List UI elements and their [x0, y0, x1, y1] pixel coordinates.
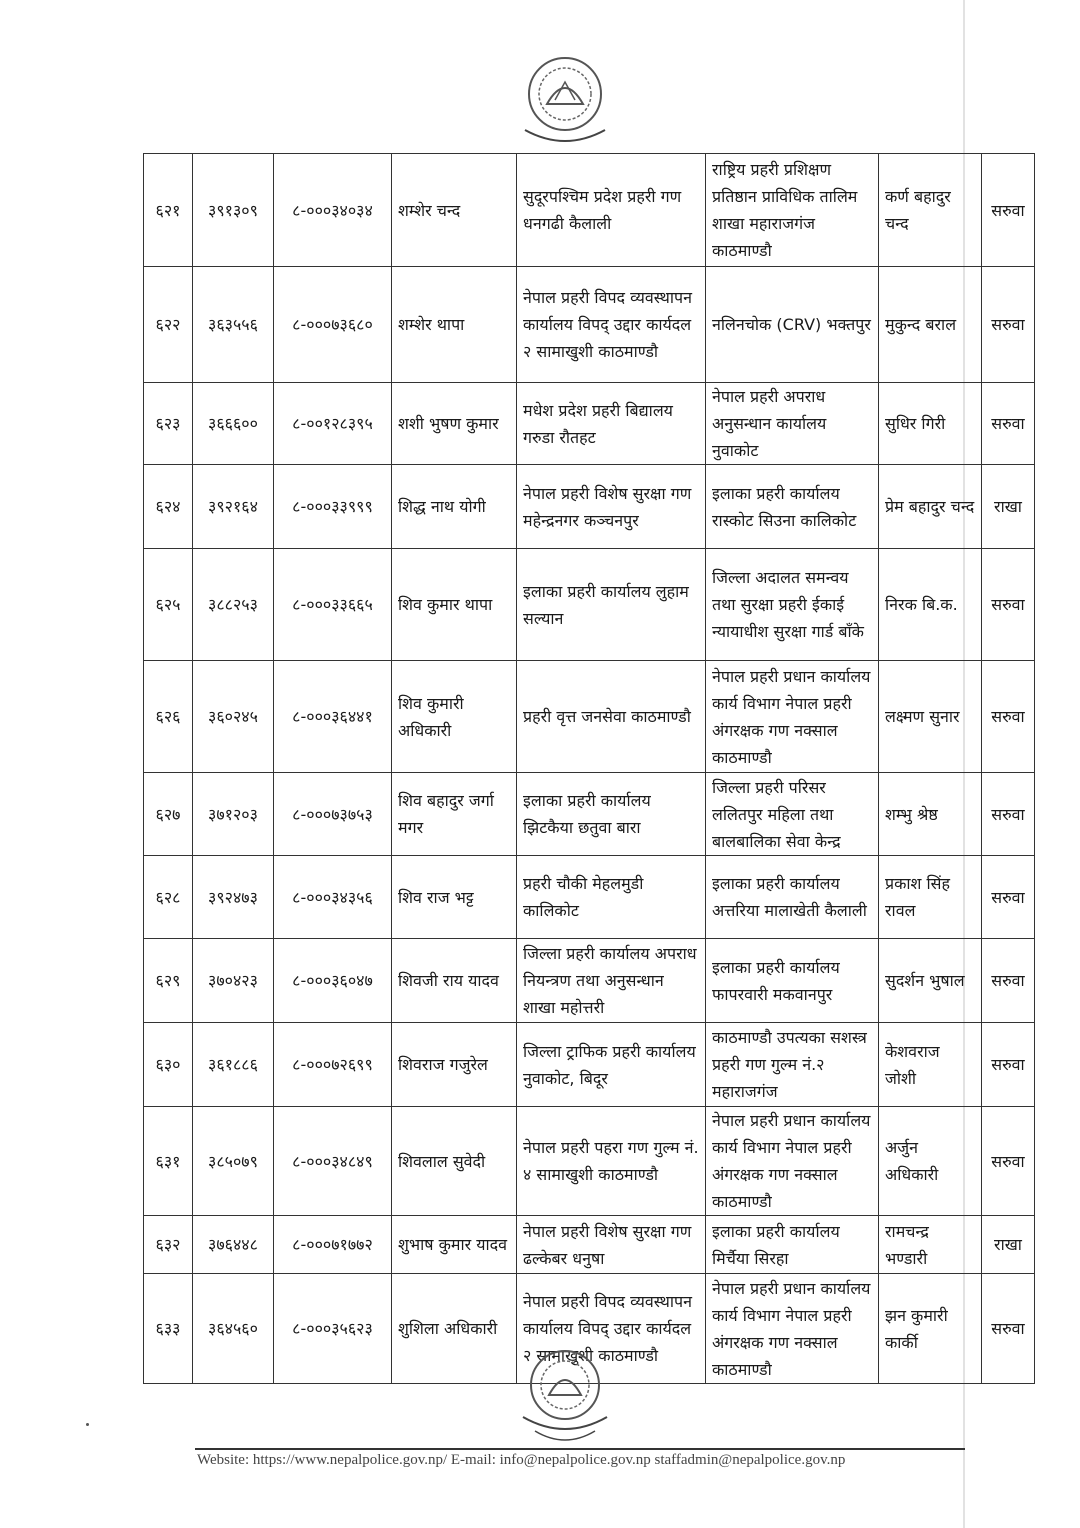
seal-bottom-icon	[505, 1345, 625, 1455]
employee-name-cell: शुशिला अधिकारी	[392, 1274, 517, 1384]
new-office-cell: राष्ट्रिय प्रहरी प्रशिक्षण प्रतिष्ठान प्राविधिक तालिम शाखा महाराजगंज काठमाण्डौ	[706, 154, 879, 267]
status-cell: सरुवा	[982, 939, 1035, 1023]
status-cell: सरुवा	[982, 856, 1035, 939]
serial-number-cell: ६२२	[144, 267, 193, 383]
current-office-cell: नेपाल प्रहरी विशेष सुरक्षा गण ढल्केबर धनुषा	[517, 1216, 706, 1274]
id-number-cell: ३८८२५३	[193, 549, 274, 661]
serial-number-cell: ६२७	[144, 773, 193, 856]
official-seal-bottom	[505, 1345, 625, 1455]
serial-number-cell: ६२१	[144, 154, 193, 267]
current-office-cell: नेपाल प्रहरी विशेष सुरक्षा गण महेन्द्रनगर कञ्चनपुर	[517, 465, 706, 549]
replacement-name-cell: शम्भु श्रेष्ठ	[879, 773, 982, 856]
table-row	[144, 773, 1035, 856]
footer-divider	[195, 1448, 965, 1450]
new-office-cell: नेपाल प्रहरी प्रधान कार्यालय कार्य विभाग नेपाल प्रहरी अंगरक्षक गण नक्साल काठमाण्डौ	[706, 661, 879, 773]
serial-number-cell: ६२४	[144, 465, 193, 549]
status-cell: राखा	[982, 1216, 1035, 1274]
employee-name-cell: शिवजी राय यादव	[392, 939, 517, 1023]
id-number-cell: ३९२१६४	[193, 465, 274, 549]
code-cell: ८-०००७३६८०	[274, 267, 392, 383]
id-number-cell: ३९१३०९	[193, 154, 274, 267]
code-cell: ८-०००७१७७२	[274, 1216, 392, 1274]
employee-name-cell: शिव बहादुर जर्गा मगर	[392, 773, 517, 856]
new-office-cell: नेपाल प्रहरी प्रधान कार्यालय कार्य विभाग नेपाल प्रहरी अंगरक्षक गण नक्साल काठमाण्डौ	[706, 1274, 879, 1384]
table-row	[144, 154, 1035, 267]
status-cell: सरुवा	[982, 1274, 1035, 1384]
current-office-cell: नेपाल प्रहरी विपद व्यवस्थापन कार्यालय विपद् उद्दार कार्यदल २ सामाखुशी काठमाण्डौ	[517, 267, 706, 383]
status-cell: सरुवा	[982, 383, 1035, 465]
current-office-cell: इलाका प्रहरी कार्यालय लुहाम सल्यान	[517, 549, 706, 661]
status-cell: सरुवा	[982, 154, 1035, 267]
id-number-cell: ३६३५५६	[193, 267, 274, 383]
table-row	[144, 661, 1035, 773]
new-office-cell: काठमाण्डौ उपत्यका सशस्त्र प्रहरी गण गुल्म नं.२ महाराजगंज	[706, 1023, 879, 1107]
code-cell: ८-००१२८३९५	[274, 383, 392, 465]
status-cell: सरुवा	[982, 1107, 1035, 1216]
status-cell: सरुवा	[982, 549, 1035, 661]
employee-name-cell: शिवराज गजुरेल	[392, 1023, 517, 1107]
id-number-cell: ३७०४२३	[193, 939, 274, 1023]
serial-number-cell: ६३१	[144, 1107, 193, 1216]
table-row	[144, 383, 1035, 465]
serial-number-cell: ६३३	[144, 1274, 193, 1384]
new-office-cell: नेपाल प्रहरी प्रधान कार्यालय कार्य विभाग नेपाल प्रहरी अंगरक्षक गण नक्साल काठमाण्डौ	[706, 1107, 879, 1216]
new-office-cell: इलाका प्रहरी कार्यालय अत्तरिया मालाखेती कैलाली	[706, 856, 879, 939]
status-cell: सरुवा	[982, 773, 1035, 856]
current-office-cell: नेपाल प्रहरी विपद व्यवस्थापन कार्यालय विपद् उद्दार कार्यदल २ सामाखुशी काठमाण्डौ	[517, 1274, 706, 1384]
current-office-cell: नेपाल प्रहरी पहरा गण गुल्म नं. ४ सामाखुशी काठमाण्डौ	[517, 1107, 706, 1216]
id-number-cell: ३७१२०३	[193, 773, 274, 856]
code-cell: ८-०००३३६६५	[274, 549, 392, 661]
current-office-cell: इलाका प्रहरी कार्यालय झिटकैया छतुवा बारा	[517, 773, 706, 856]
new-office-cell: नलिनचोक (CRV) भक्तपुर	[706, 267, 879, 383]
employee-name-cell: शुभाष कुमार यादव	[392, 1216, 517, 1274]
code-cell: ८-०००३५६२३	[274, 1274, 392, 1384]
replacement-name-cell: निरक बि.क.	[879, 549, 982, 661]
current-office-cell: प्रहरी वृत्त जनसेवा काठमाण्डौ	[517, 661, 706, 773]
id-number-cell: ३६६६००	[193, 383, 274, 465]
status-cell: सरुवा	[982, 661, 1035, 773]
replacement-name-cell: मुकुन्द बराल	[879, 267, 982, 383]
employee-name-cell: शशी भुषण कुमार	[392, 383, 517, 465]
status-cell: सरुवा	[982, 267, 1035, 383]
serial-number-cell: ६२६	[144, 661, 193, 773]
seal-top-icon	[505, 52, 625, 152]
replacement-name-cell: प्रकाश सिंह रावल	[879, 856, 982, 939]
replacement-name-cell: लक्ष्मण सुनार	[879, 661, 982, 773]
footer-contact: Website: https://www.nepalpolice.gov.np/ E-mail: info@nepalpolice.gov.np staffadmin@nepalpolice.gov.np	[197, 1452, 846, 1468]
table-row	[144, 267, 1035, 383]
serial-number-cell: ६२३	[144, 383, 193, 465]
employee-name-cell: शिव राज भट्ट	[392, 856, 517, 939]
new-office-cell: नेपाल प्रहरी अपराध अनुसन्धान कार्यालय नुवाकोट	[706, 383, 879, 465]
replacement-name-cell: रामचन्द्र भण्डारी	[879, 1216, 982, 1274]
employee-name-cell: शिवलाल सुवेदी	[392, 1107, 517, 1216]
table-row	[144, 939, 1035, 1023]
employee-name-cell: शम्शेर चन्द	[392, 154, 517, 267]
code-cell: ८-०००३४३५६	[274, 856, 392, 939]
table-row	[144, 856, 1035, 939]
employee-name-cell: शिद्ध नाथ योगी	[392, 465, 517, 549]
id-number-cell: ३६४५६०	[193, 1274, 274, 1384]
new-office-cell: इलाका प्रहरी कार्यालय फापरवारी मकवानपुर	[706, 939, 879, 1023]
current-office-cell: सुदूरपश्चिम प्रदेश प्रहरी गण धनगढी कैलाली	[517, 154, 706, 267]
replacement-name-cell: प्रेम बहादुर चन्द	[879, 465, 982, 549]
replacement-name-cell: केशवराज जोशी	[879, 1023, 982, 1107]
current-office-cell: प्रहरी चौकी मेहलमुडी कालिकोट	[517, 856, 706, 939]
code-cell: ८-०००७३७५३	[274, 773, 392, 856]
table-row	[144, 1023, 1035, 1107]
table-row	[144, 1107, 1035, 1216]
table-row	[144, 549, 1035, 661]
serial-number-cell: ६२९	[144, 939, 193, 1023]
serial-number-cell: ६२५	[144, 549, 193, 661]
replacement-name-cell: अर्जुन अधिकारी	[879, 1107, 982, 1216]
serial-number-cell: ६२८	[144, 856, 193, 939]
id-number-cell: ३९२४७३	[193, 856, 274, 939]
code-cell: ८-०००३४०३४	[274, 154, 392, 267]
code-cell: ८-०००३६४४१	[274, 661, 392, 773]
status-cell: राखा	[982, 465, 1035, 549]
status-cell: सरुवा	[982, 1023, 1035, 1107]
table-row	[144, 465, 1035, 549]
replacement-name-cell: झन कुमारी कार्की	[879, 1274, 982, 1384]
id-number-cell: ३७६४४८	[193, 1216, 274, 1274]
id-number-cell: ३६१८८६	[193, 1023, 274, 1107]
official-seal-top	[505, 52, 625, 152]
serial-number-cell: ६३२	[144, 1216, 193, 1274]
code-cell: ८-०००३६०४७	[274, 939, 392, 1023]
id-number-cell: ३६०२४५	[193, 661, 274, 773]
transfer-records-table	[143, 153, 1035, 1384]
replacement-name-cell: कर्ण बहादुर चन्द	[879, 154, 982, 267]
code-cell: ८-०००७२६९९	[274, 1023, 392, 1107]
stray-mark	[86, 1423, 89, 1426]
employee-name-cell: शिव कुमारी अधिकारी	[392, 661, 517, 773]
employee-name-cell: शम्शेर थापा	[392, 267, 517, 383]
current-office-cell: जिल्ला प्रहरी कार्यालय अपराध नियन्त्रण तथा अनुसन्धान शाखा महोत्तरी	[517, 939, 706, 1023]
employee-name-cell: शिव कुमार थापा	[392, 549, 517, 661]
replacement-name-cell: सुदर्शन भुषाल	[879, 939, 982, 1023]
replacement-name-cell: सुधिर गिरी	[879, 383, 982, 465]
code-cell: ८-०००३४८४९	[274, 1107, 392, 1216]
id-number-cell: ३८५०७९	[193, 1107, 274, 1216]
table-row	[144, 1216, 1035, 1274]
new-office-cell: जिल्ला अदालत समन्वय तथा सुरक्षा प्रहरी ईकाई न्यायाधीश सुरक्षा गार्ड बाँके	[706, 549, 879, 661]
code-cell: ८-०००३३९९९	[274, 465, 392, 549]
new-office-cell: इलाका प्रहरी कार्यालय रास्कोट सिउना कालिकोट	[706, 465, 879, 549]
serial-number-cell: ६३०	[144, 1023, 193, 1107]
current-office-cell: मधेश प्रदेश प्रहरी बिद्यालय गरुडा रौतहट	[517, 383, 706, 465]
new-office-cell: जिल्ला प्रहरी परिसर ललितपुर महिला तथा बालबालिका सेवा केन्द्र	[706, 773, 879, 856]
new-office-cell: इलाका प्रहरी कार्यालय मिर्चैया सिरहा	[706, 1216, 879, 1274]
current-office-cell: जिल्ला ट्राफिक प्रहरी कार्यालय नुवाकोट, बिदूर	[517, 1023, 706, 1107]
